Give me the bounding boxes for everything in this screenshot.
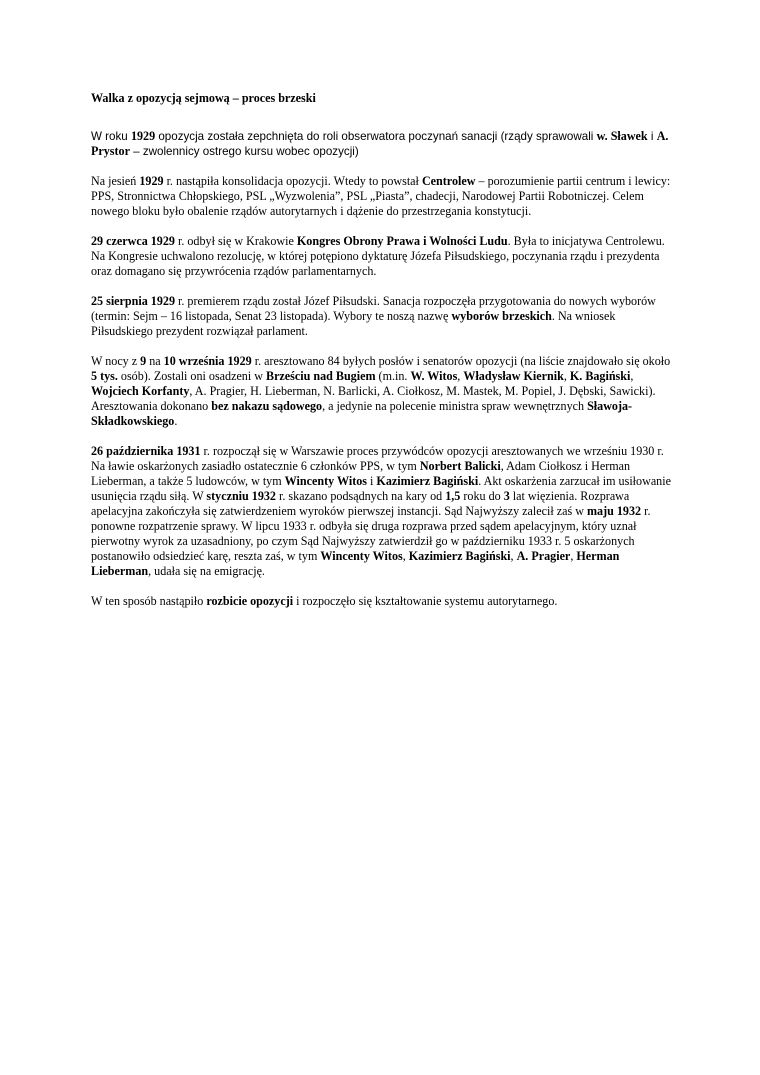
bold-text: 26 października 1931 [91,444,201,458]
text-run: r. nastąpiła konsolidacja opozycji. Wtedy to powstał [163,174,422,188]
document-title: Walka z opozycją sejmową – proces brzeski [91,91,316,105]
text-run: W nocy z [91,354,141,368]
text-run: . Była to inicjatywa Centrolewu. Na Kongresie uchwalono rezolucję, w której potępiono dyktaturę Józefa Piłsudskiego, poczynania rządu i prezydenta oraz domagano się przywrócenia rządów parlamentarnych. [91,234,665,278]
paragraph [91,129,675,159]
text-run: , [563,369,570,383]
text-run: , [457,369,464,383]
bold-text: Kongres Obrony Prawa i Wolności Ludu [296,234,508,248]
text-run: opozycja została zepchnięta do roli obserwatora poczynań sanacji (rządy sprawowali [155,130,597,143]
bold-text: 9 [140,354,147,368]
text-run: r. premierem rządu został Józef Piłsudski. Sanacja rozpoczęła przygotowania do nowych wyborów (termin: Sejm – 16 listopada, Senat 23 listopada). Wybory te noszą nazwę [91,294,656,323]
document-body [91,129,675,609]
text-run: . Na wniosek Piłsudskiego prezydent rozwiązał parlament. [91,309,616,338]
bold-text: wyborów brzeskich [451,309,552,323]
text-run: i rozpoczęło się kształtowanie systemu autorytarnego. [293,594,558,608]
bold-text: maju 1932 [586,504,642,518]
text-run: – porozumienie partii centrum i lewicy: PPS, Stronnictwa Chłopskiego, PSL „Wyzwolenia”, PSL „Piasta”, chadecji, Narodowej Partii Robotniczej. Celem nowego bloku było obalenie rządów autorytarnych i dążenie do przestrzegania konstytucji. [91,174,671,218]
bold-text: 29 czerwca 1929 [91,234,175,248]
text-run: r. ponowne rozpatrzenie sprawy. W lipcu 1933 r. odbyła się druga rozprawa przed sądem apelacyjnym, który uznał pierwotny wyrok za uzasadniony, po czym Sąd Najwyższy zatwierdził go w październiku 1933 r. 5 oskarżonych postanowiło odsiedzieć karę, reszta zaś, w tym [91,504,651,563]
bold-text: 3 [503,489,510,503]
bold-text: Norbert Balicki [419,459,501,473]
bold-text: styczniu 1932 [206,489,276,503]
text-run: na [146,354,164,368]
text-run: i [647,130,657,143]
bold-text: Wincenty Witos [284,474,367,488]
text-run: , udała się na emigrację. [148,564,265,578]
text-run: , Adam Ciołkosz i Herman Lieberman, a także 5 ludowców, w tym [91,459,631,488]
bold-text: bez nakazu sądowego [211,399,323,413]
bold-text: 25 sierpnia 1929 [91,294,175,308]
text-run: osób). Zostali oni osadzeni w [117,369,266,383]
bold-text: Herman Lieberman [91,549,620,578]
bold-text: Sławoja-Składkowskiego [91,399,633,428]
text-run: , [510,549,517,563]
text-run: . Akt oskarżenia zarzucał im usiłowanie usunięcia rządu siłą. W [91,474,671,503]
text-run: W roku [91,130,131,143]
text-run: roku do [460,489,504,503]
paragraph [91,444,675,579]
bold-text: A. Pragier [516,549,571,563]
text-run: (m.in. [375,369,411,383]
text-run: i [367,474,377,488]
document-page [91,91,675,624]
bold-text: A. Prystor [91,129,669,158]
bold-text: rozbicie opozycji [206,594,294,608]
text-run: r. rozpoczął się w Warszawie proces przywódców opozycji aresztowanych we wrześniu 1930 r. Na ławie oskarżonych zasiadło ostatecznie 6 członków PPS, w tym [91,444,664,473]
text-run: , A. Pragier, H. Lieberman, N. Barlicki, A. Ciołkosz, M. Mastek, M. Popiel, J. Dębski, Sawicki). Aresztowania dokonano [91,384,656,413]
text-run: r. aresztowano 84 byłych posłów i senatorów opozycji (na liście znajdowało się około [251,354,671,368]
bold-text: Kazimierz Bagiński [408,549,511,563]
paragraph [91,294,675,339]
text-run: r. skazano podsądnych na kary od [275,489,446,503]
text-run: Na jesień [91,174,140,188]
text-run: r. odbył się w Krakowie [174,234,297,248]
bold-text: Władysław Kiernik [463,369,564,383]
paragraph [91,354,675,429]
paragraph [91,174,675,219]
bold-text: Brześciu nad Bugiem [266,369,376,383]
text-run: – zwolennicy ostrego kursu wobec opozycji) [129,145,359,158]
text-run: , a jedynie na polecenie ministra spraw wewnętrznych [322,399,588,413]
text-run: , [570,549,577,563]
paragraph [91,234,675,279]
bold-text: 10 września 1929 [163,354,252,368]
text-run: lat więzienia. Rozprawa apelacyjna zakończyła się zatwierdzeniem wyroków pierwszej instancji. Sąd Najwyższy zalecił zaś w [91,489,630,518]
text-run: . [174,414,178,428]
bold-text: 1929 [139,174,164,188]
bold-text: 1,5 [445,489,461,503]
bold-text: 5 tys. [91,369,118,383]
bold-text: K. Bagiński [569,369,631,383]
text-run: , [630,369,634,383]
text-run: W ten sposób nastąpiło [91,594,207,608]
paragraph [91,594,675,609]
text-run: , [402,549,409,563]
bold-text: Wincenty Witos [320,549,403,563]
bold-text: W. Witos [410,369,458,383]
bold-text: w. Sławek [596,129,648,143]
bold-text: Kazimierz Bagiński [376,474,479,488]
bold-text: Wojciech Korfanty [91,384,190,398]
bold-text: Centrolew [421,174,476,188]
bold-text: 1929 [130,129,156,143]
